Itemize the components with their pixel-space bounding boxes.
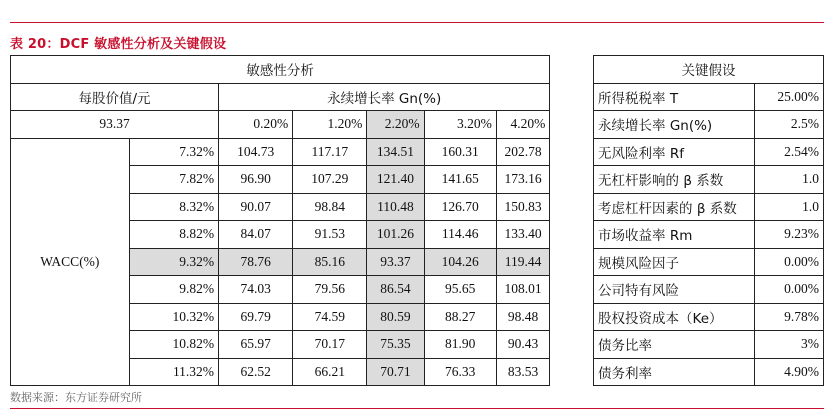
table-cell: 69.79	[219, 303, 293, 331]
table-cell: 74.59	[293, 303, 367, 331]
table-row	[11, 303, 824, 331]
table-caption: 表 20：DCF 敏感性分析及关键假设	[10, 37, 227, 52]
table-cell: 86.54	[367, 276, 424, 304]
spacer	[550, 111, 594, 139]
spacer	[550, 83, 594, 111]
spacer	[550, 166, 594, 194]
table-row	[11, 331, 824, 359]
wacc-value: 7.82%	[129, 166, 218, 194]
table-cell: 91.53	[293, 221, 367, 249]
spacer	[550, 248, 594, 276]
assumption-label: 规模风险因子	[594, 248, 755, 276]
table-cell: 173.16	[496, 166, 550, 194]
spacer	[550, 276, 594, 304]
table-cell: 70.17	[293, 331, 367, 359]
assumption-label: 债务比率	[594, 331, 755, 359]
table-cell: 74.03	[219, 276, 293, 304]
table-cell: 119.44	[496, 248, 550, 276]
wacc-value: 10.82%	[129, 331, 218, 359]
value-per-share: 93.37	[11, 111, 219, 139]
table-cell: 110.48	[367, 193, 424, 221]
assumption-value: 1.0	[755, 166, 824, 194]
growth-rate-header: 0.20%	[219, 111, 293, 139]
table-cell: 75.35	[367, 331, 424, 359]
assumption-value: 9.23%	[755, 221, 824, 249]
table-cell: 101.26	[367, 221, 424, 249]
growth-rates-row	[11, 111, 824, 139]
table-cell: 70.71	[367, 358, 424, 386]
table-cell: 84.07	[219, 221, 293, 249]
table-row	[11, 166, 824, 194]
value-per-share-label: 每股价值/元	[11, 83, 219, 111]
wacc-value: 9.82%	[129, 276, 218, 304]
wacc-value: 9.32%	[129, 248, 218, 276]
growth-rate-header: 4.20%	[496, 111, 550, 139]
table-cell: 202.78	[496, 138, 550, 166]
table-cell: 76.33	[424, 358, 496, 386]
table-cell: 93.37	[367, 248, 424, 276]
wacc-value: 10.32%	[129, 303, 218, 331]
growth-rate-label: 永续增长率 Gn(%)	[219, 83, 550, 111]
table-cell: 90.07	[219, 193, 293, 221]
assumption-label: 债务利率	[594, 358, 755, 386]
table-cell: 134.51	[367, 138, 424, 166]
table-cell: 133.40	[496, 221, 550, 249]
table-cell: 121.40	[367, 166, 424, 194]
assumption-value: 2.5%	[755, 111, 824, 139]
assumptions-title: 关键假设	[594, 56, 824, 84]
table-cell: 79.56	[293, 276, 367, 304]
table-cell: 114.46	[424, 221, 496, 249]
spacer	[550, 193, 594, 221]
table-cell: 83.53	[496, 358, 550, 386]
wacc-value: 8.82%	[129, 221, 218, 249]
assumption-value: 0.00%	[755, 248, 824, 276]
source-note: 数据来源：东方证券研究所	[10, 391, 142, 404]
assumption-value: 9.78%	[755, 303, 824, 331]
assumption-label: 永续增长率 Gn(%)	[594, 111, 755, 139]
table-cell: 96.90	[219, 166, 293, 194]
table-cell: 160.31	[424, 138, 496, 166]
table-cell: 150.83	[496, 193, 550, 221]
table-row	[11, 276, 824, 304]
table-row	[11, 193, 824, 221]
table-cell: 98.48	[496, 303, 550, 331]
header-row	[11, 56, 824, 84]
top-rule	[10, 22, 824, 23]
growth-rate-header: 1.20%	[293, 111, 367, 139]
assumption-label: 公司特有风险	[594, 276, 755, 304]
assumption-value: 4.90%	[755, 358, 824, 386]
assumption-value: 0.00%	[755, 276, 824, 304]
table-cell: 62.52	[219, 358, 293, 386]
spacer	[550, 221, 594, 249]
wacc-value: 7.32%	[129, 138, 218, 166]
table-cell: 117.17	[293, 138, 367, 166]
spacer	[550, 358, 594, 386]
table-cell: 90.43	[496, 331, 550, 359]
table-cell: 80.59	[367, 303, 424, 331]
table-cell: 78.76	[219, 248, 293, 276]
table-cell: 104.73	[219, 138, 293, 166]
assumption-value: 2.54%	[755, 138, 824, 166]
spacer	[550, 138, 594, 166]
table-cell: 88.27	[424, 303, 496, 331]
wacc-label: WACC(%)	[11, 138, 130, 386]
sensitivity-title: 敏感性分析	[11, 56, 550, 84]
table-cell: 141.65	[424, 166, 496, 194]
assumption-label: 考虑杠杆因素的 β 系数	[594, 193, 755, 221]
growth-rate-header: 3.20%	[424, 111, 496, 139]
spacer	[550, 56, 594, 84]
table-row	[11, 358, 824, 386]
spacer	[550, 331, 594, 359]
table-cell: 81.90	[424, 331, 496, 359]
spacer	[550, 303, 594, 331]
dcf-sensitivity-table	[10, 55, 824, 386]
dcf-table-wrapper	[10, 55, 824, 386]
assumption-label: 无杠杆影响的 β 系数	[594, 166, 755, 194]
assumption-value: 3%	[755, 331, 824, 359]
wacc-value: 8.32%	[129, 193, 218, 221]
table-row	[11, 248, 824, 276]
table-cell: 126.70	[424, 193, 496, 221]
subheader-row	[11, 83, 824, 111]
assumption-label: 无风险利率 Rf	[594, 138, 755, 166]
table-row	[11, 138, 824, 166]
growth-rate-header: 2.20%	[367, 111, 424, 139]
table-cell: 66.21	[293, 358, 367, 386]
table-cell: 98.84	[293, 193, 367, 221]
table-cell: 107.29	[293, 166, 367, 194]
bottom-rule	[10, 408, 824, 409]
table-cell: 108.01	[496, 276, 550, 304]
table-cell: 104.26	[424, 248, 496, 276]
wacc-value: 11.32%	[129, 358, 218, 386]
table-cell: 95.65	[424, 276, 496, 304]
assumption-value: 1.0	[755, 193, 824, 221]
assumption-label: 市场收益率 Rm	[594, 221, 755, 249]
assumption-label: 所得税税率 T	[594, 83, 755, 111]
table-row	[11, 221, 824, 249]
table-cell: 85.16	[293, 248, 367, 276]
assumption-label: 股权投资成本（Ke）	[594, 303, 755, 331]
assumption-value: 25.00%	[755, 83, 824, 111]
table-cell: 65.97	[219, 331, 293, 359]
